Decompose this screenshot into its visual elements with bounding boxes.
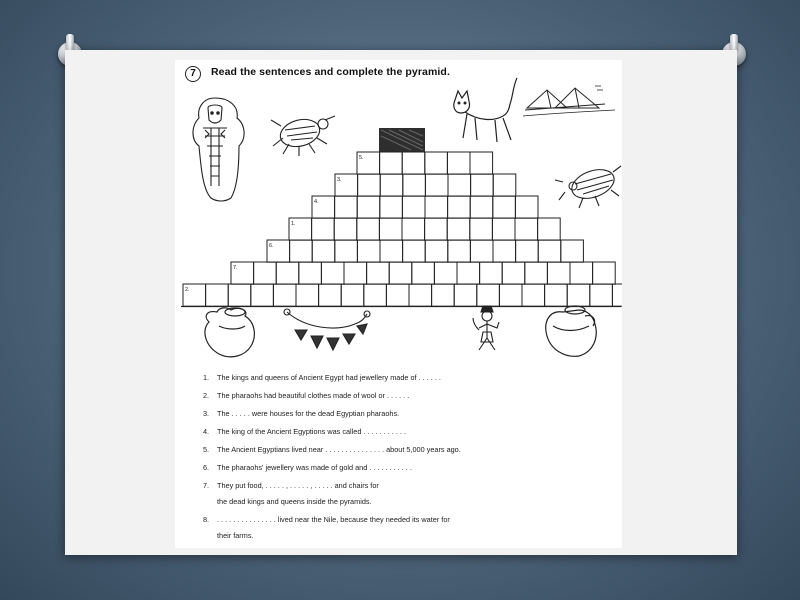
pyramid-cell: [492, 218, 515, 240]
pyramid-row-number: 6.: [269, 243, 274, 249]
pyramid-cell: [357, 196, 380, 218]
necklace-icon: [284, 309, 370, 350]
pyramid-cell: [516, 240, 539, 262]
pyramid-cell: [493, 196, 516, 218]
pyramid-cell: [380, 240, 403, 262]
cat-icon: [454, 78, 517, 142]
pyramid-cell: [470, 196, 493, 218]
pyramid-cell: [312, 218, 335, 240]
pyramid-row-number: 4.: [314, 199, 319, 205]
pyramid-cell: [386, 284, 409, 306]
pyramid-cell: [515, 196, 538, 218]
sentence-1: 1. The kings and queens of Ancient Egypt had jewellery made of . . . . . .: [203, 373, 441, 382]
pyramid-cell: [403, 240, 426, 262]
pyramid-cell: [567, 284, 590, 306]
pyramid-cell: [425, 196, 448, 218]
pyramid-cell: [344, 262, 367, 284]
pyramid-cell: [206, 284, 229, 306]
pyramid-cell: [335, 196, 358, 218]
sentence-7: 7. They put food, . . . . . , . . . . . , . . . . . and chairs for: [203, 481, 379, 490]
pyramid-cell: [335, 240, 358, 262]
pyramid-cell: [457, 262, 480, 284]
vase-icon: [205, 308, 254, 357]
pyramid-cell: [447, 218, 470, 240]
pyramid-cell: [502, 262, 525, 284]
pyramid-cell: [561, 240, 584, 262]
pyramid-cell: [412, 262, 435, 284]
pyramid-cell: [228, 284, 251, 306]
pyramid-cell: [480, 262, 503, 284]
pyramid-cell: [477, 284, 500, 306]
pyramid-cell: [493, 240, 516, 262]
pyramid-cell: [432, 284, 455, 306]
pyramid-cell: [448, 196, 471, 218]
pyramid-cell: [522, 284, 545, 306]
pyramid-cell: [499, 284, 522, 306]
exercise-title: Read the sentences and complete the pyramid.: [211, 66, 450, 78]
pyramid-row-number: 5.: [359, 155, 364, 161]
pyramid-capstone-icon: [379, 128, 425, 152]
pyramid-cell: [380, 196, 403, 218]
pyramid-cell: [380, 174, 403, 196]
pyramid-cell: [470, 152, 493, 174]
pyramid-cell: [403, 174, 426, 196]
pyramid-cell: [379, 218, 402, 240]
pyramid-cell: [525, 262, 548, 284]
pyramid-cell: [276, 262, 299, 284]
sentence-3: 3. The . . . . . were houses for the dead Egyptian pharaohs.: [203, 409, 400, 418]
pyramid-cell: [357, 240, 380, 262]
pyramid-cell: [367, 262, 390, 284]
scarab-beetle-icon: [271, 115, 335, 156]
illustration-layer: [175, 60, 622, 370]
pyramid-cell: [380, 152, 403, 174]
pyramid-cell: [425, 240, 448, 262]
pyramid-cell: [251, 284, 274, 306]
pyramid-cell: [493, 174, 516, 196]
pyramid-cell: [425, 174, 448, 196]
pyramid-cell: [402, 152, 425, 174]
pyramid-cell: [590, 284, 613, 306]
pyramid-cell: [296, 284, 319, 306]
pyramid-cell: [538, 218, 561, 240]
pyramid-cell: [341, 284, 364, 306]
pyramid-cell: [364, 284, 387, 306]
pyramid-cell: [425, 218, 448, 240]
pyramid-cell: [545, 284, 568, 306]
sentence-5: 5. The Ancient Egyptians lived near . . . . . . . . . . . . . . . about 5,000 years ago.: [203, 445, 461, 454]
sentence-2: 2. The pharaohs had beautiful clothes made of wool or . . . . . .: [203, 391, 410, 400]
pyramid-cell: [593, 262, 616, 284]
pyramid-row-number: 2.: [185, 287, 190, 293]
sentence-8: 8. . . . . . . . . . . . . . . . lived near the Nile, because they needed its water for: [203, 515, 450, 524]
pyramid-cell: [612, 284, 622, 306]
pyramid-cell: [290, 240, 313, 262]
pyramid-cell: [547, 262, 570, 284]
pyramid-cell: [434, 262, 457, 284]
pyramid-cell: [570, 262, 593, 284]
pyramid-cell: [470, 218, 493, 240]
pyramid-row-number: 1.: [291, 221, 296, 227]
pyramid-cell: [334, 218, 357, 240]
pyramid-cell: [454, 284, 477, 306]
worksheet-page: [175, 60, 622, 548]
pyramid-cell: [402, 218, 425, 240]
pyramid-cell: [402, 196, 425, 218]
pyramid-cell: [538, 240, 561, 262]
pyramid-cell: [425, 152, 448, 174]
jar-icon: [546, 306, 596, 356]
egyptian-figure-icon: [473, 306, 499, 350]
pyramid-cell: [471, 174, 494, 196]
pyramid-grid: [181, 152, 622, 307]
sarcophagus-icon: [193, 98, 244, 201]
pyramid-row-number: 7.: [233, 265, 238, 271]
pyramid-cell: [357, 218, 380, 240]
sentence-4: 4. The king of the Ancient Egyptions was called . . . . . . . . . . .: [203, 427, 407, 436]
sentence-7-continued: the dead kings and queens inside the pyramids.: [217, 497, 372, 506]
scarab-beetle-icon: [555, 164, 621, 208]
pyramid-cell: [409, 284, 432, 306]
pyramid-cell: [515, 218, 538, 240]
pyramid-cell: [389, 262, 412, 284]
sentence-6: 6. The pharaohs' jewellery was made of gold and . . . . . . . . . . .: [203, 463, 412, 472]
sentence-8-continued: their farms.: [217, 531, 254, 540]
pyramid-row-number: 3.: [337, 177, 342, 183]
pyramid-cell: [447, 152, 470, 174]
pyramid-cell: [448, 240, 471, 262]
pyramid-cell: [319, 284, 342, 306]
pyramid-cell: [273, 284, 296, 306]
exercise-number: 7: [185, 66, 201, 82]
pyramid-cell: [254, 262, 277, 284]
pyramid-cell: [299, 262, 322, 284]
pyramid-cell: [470, 240, 493, 262]
pyramid-cell: [448, 174, 471, 196]
pyramid-cell: [358, 174, 381, 196]
distant-pyramids-icon: [523, 86, 615, 116]
pyramid-cell: [312, 240, 335, 262]
pyramid-cell: [321, 262, 344, 284]
